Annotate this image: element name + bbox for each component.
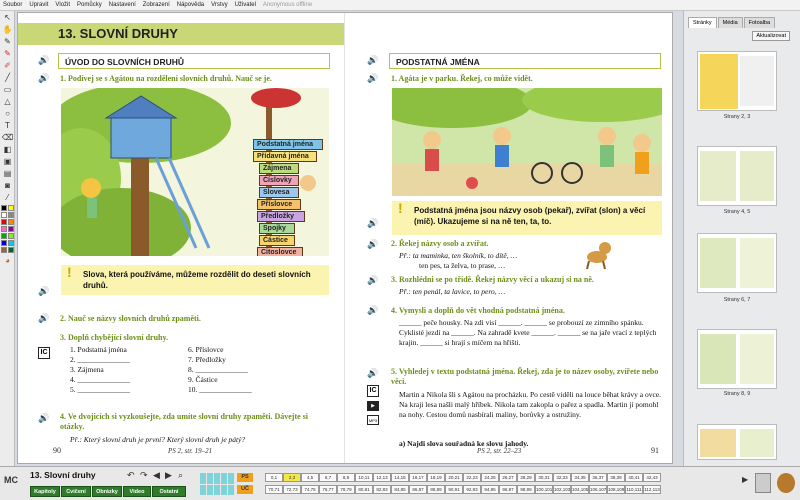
- forward-icon[interactable]: ▶: [165, 470, 172, 480]
- swatch-gray[interactable]: [8, 212, 14, 218]
- eraser-icon[interactable]: ⌫: [1, 133, 14, 142]
- swatch-cyan[interactable]: [8, 240, 14, 246]
- camera-icon[interactable]: ◙: [5, 181, 10, 190]
- swatch-pink[interactable]: [1, 226, 7, 232]
- swatch-lime[interactable]: [8, 233, 14, 239]
- slideshow-icon[interactable]: ▶: [367, 401, 379, 411]
- task-1: 1. Agáta je v parku. Řekej, co může vidět.: [391, 74, 533, 83]
- ic-icon[interactable]: IC: [367, 385, 379, 397]
- page-cell[interactable]: 86,87: [409, 485, 427, 494]
- uc-tag: UČ: [237, 485, 253, 494]
- page-cell[interactable]: 80,81: [355, 485, 373, 494]
- page-cell[interactable]: 94,95: [481, 485, 499, 494]
- pen-icon[interactable]: ✎: [4, 37, 11, 46]
- tab-pages[interactable]: Stránky: [688, 17, 717, 28]
- page-cell[interactable]: 104,105: [572, 487, 589, 492]
- page-cell[interactable]: 0,1: [265, 473, 283, 482]
- nav-images[interactable]: Obrázky: [92, 486, 122, 497]
- nav-video[interactable]: Video: [123, 486, 151, 497]
- speaker-icon[interactable]: 🔊: [38, 55, 50, 65]
- mc-logo: MC: [4, 475, 18, 485]
- ic-icon[interactable]: IC: [38, 347, 50, 359]
- page-cell[interactable]: 42,43: [643, 473, 661, 482]
- speaker-icon[interactable]: 🔊: [367, 55, 379, 65]
- task-2-example: Př.: ta maminka, ten školník, to dítě, …: [399, 251, 518, 260]
- page-cell[interactable]: 2,3: [283, 473, 301, 482]
- park-drawing: [392, 88, 662, 196]
- section-title: PODSTATNÁ JMÉNA: [389, 53, 661, 69]
- page-cell[interactable]: 22,23: [463, 473, 481, 482]
- page-cell[interactable]: 30,31: [535, 473, 553, 482]
- back-icon[interactable]: ◀: [153, 470, 160, 480]
- page-cell[interactable]: 28,29: [517, 473, 535, 482]
- page-cell[interactable]: 72,73: [283, 485, 301, 494]
- page-cell[interactable]: 98,99: [517, 485, 535, 494]
- list-item: 6. Příslovce: [188, 345, 224, 354]
- page-cell[interactable]: 14,15: [391, 473, 409, 482]
- thumbnail-label: Strany 8, 9: [723, 391, 751, 397]
- task-5a: a) Najdi slova souřadná ke slovu jahody.: [399, 439, 529, 448]
- menu-upravit[interactable]: Upravit: [29, 2, 49, 8]
- line-icon[interactable]: ╱: [5, 73, 10, 82]
- speaker-icon[interactable]: 🔊: [38, 73, 50, 83]
- menu-bar: [0, 0, 800, 11]
- zoom-icon[interactable]: ⌕: [178, 470, 184, 480]
- page-cell[interactable]: 26,27: [499, 473, 517, 482]
- image-icon[interactable]: ▤: [3, 169, 12, 178]
- page-cell[interactable]: 24,25: [481, 473, 499, 482]
- menu-zobrazeni[interactable]: Zobrazení: [142, 2, 170, 8]
- triangle-icon[interactable]: △: [4, 97, 11, 106]
- page-cell[interactable]: 32,33: [553, 473, 571, 482]
- thumbnail-1[interactable]: [697, 51, 777, 111]
- page-cell[interactable]: 112,113: [644, 487, 660, 492]
- sidebar-tabs: [688, 17, 800, 28]
- sign-6: Příslovce: [257, 199, 301, 210]
- rectangle-icon[interactable]: ▭: [3, 85, 12, 94]
- text-icon[interactable]: T: [5, 121, 10, 130]
- menu-vlozit[interactable]: Vložit: [55, 2, 71, 8]
- task-2-example-2: ten pes, ta želva, to prase, …: [419, 261, 506, 270]
- page-cell[interactable]: 108,109: [608, 487, 625, 492]
- refresh-button[interactable]: Aktualizovat: [752, 31, 790, 41]
- page-cell[interactable]: 70,71: [265, 485, 283, 494]
- task-1: 1. Podívej se s Agátou na rozdělení slovních druhů. Nauč se je.: [60, 74, 272, 83]
- thumbnail-sidebar: [683, 11, 800, 466]
- task-3: 3. Doplň chybějící slovní druhy.: [60, 333, 169, 342]
- nav-exercises[interactable]: Cvičení: [61, 486, 91, 497]
- thumbnail-3[interactable]: [697, 233, 777, 293]
- play-icon[interactable]: ▶: [742, 475, 749, 484]
- color-swatches: [1, 205, 13, 253]
- pointer-icon[interactable]: ↖: [4, 13, 11, 22]
- ps-tag: PS: [237, 473, 253, 482]
- info-note: [61, 265, 329, 295]
- menu-nastaveni[interactable]: Nastavení: [108, 2, 136, 8]
- list-item: 9. Částice: [188, 375, 218, 384]
- tab-media[interactable]: Média: [718, 17, 743, 28]
- sign-5: Slovesa: [259, 187, 299, 198]
- page-cell[interactable]: 18,19: [427, 473, 445, 482]
- sign-9: Částice: [259, 235, 295, 246]
- park-illustration: [392, 88, 662, 196]
- page-cell[interactable]: 36,37: [589, 473, 607, 482]
- list-item: 4. ______________: [70, 375, 130, 384]
- page-cell[interactable]: 40,41: [625, 473, 643, 482]
- task-3: 3. Rozhlédni se po třídě. Řekej názvy věcí a ukazuj si na ně.: [391, 275, 594, 284]
- section-title: ÚVOD DO SLOVNÍCH DRUHŮ: [58, 53, 330, 69]
- sign-2: Přídavná jména: [253, 151, 317, 162]
- swatch-brown[interactable]: [1, 247, 7, 253]
- treehouse-illustration: [61, 88, 329, 256]
- thumbnail-label: Strany 4, 5: [723, 209, 751, 215]
- menu-napoveda[interactable]: Nápověda: [176, 2, 205, 8]
- tool-icon[interactable]: [777, 473, 795, 493]
- page-cell[interactable]: 38,39: [607, 473, 625, 482]
- list-item: 5. ______________: [70, 385, 130, 394]
- speaker-icon[interactable]: 🔊: [38, 286, 50, 296]
- task-3-example: Př.: ten penál, ta lavice, to pero, …: [399, 287, 506, 296]
- page-cell[interactable]: 100,101: [536, 487, 553, 492]
- task-4-example: Př.: Který slovní druh je první? Který slovní druh je pátý?: [70, 435, 246, 444]
- page-cell[interactable]: 12,13: [373, 473, 391, 482]
- user-status: Anonymous offline: [262, 2, 313, 8]
- textbook-spread: [17, 12, 673, 464]
- speaker-icon[interactable]: 🔊: [367, 368, 379, 378]
- list-item: 3. Zájmena: [70, 365, 104, 374]
- mp3-icon[interactable]: MP3: [367, 415, 379, 425]
- task-4: 4. Vymysli a doplň do vět vhodná podstatná jména.: [391, 306, 565, 315]
- sign-8: Spojky: [259, 223, 295, 234]
- fill-icon[interactable]: ◧: [3, 145, 12, 154]
- page-cell[interactable]: 6,7: [319, 473, 337, 482]
- chapter-title: 13. SLOVNÍ DRUHY: [18, 23, 345, 45]
- swatch-red[interactable]: [1, 219, 7, 225]
- page-cell[interactable]: 92,93: [463, 485, 481, 494]
- task-5-text: Martin a Nikola šli s Agátou na procházku. Po cestě viděli na louce běhat krávy a ovce. Na kraji lesa našli malý hříbek. Nikola tam zakopla o pařez a spadla. Martin jí pomohl na nohy. Cestou domů nasbírali maliny, borůvky a ostružiny.: [399, 390, 662, 419]
- page-number: 91: [651, 446, 659, 455]
- sign-4: Číslovky: [259, 175, 299, 186]
- page-cell[interactable]: 88,89: [427, 485, 445, 494]
- palette-icon[interactable]: ◕: [5, 256, 10, 265]
- page-grid[interactable]: [200, 473, 230, 495]
- signpost: [253, 139, 323, 256]
- swatch-white[interactable]: [1, 212, 7, 218]
- task-5: 5. Vyhledej v textu podstatná jména. Řekej, zda je to název osoby, zvířete nebo věci.: [391, 367, 659, 386]
- ps-reference: PS 2, str. 22–23: [477, 447, 522, 455]
- swatch-yellow[interactable]: [8, 205, 14, 211]
- task-2: 2. Nauč se názvy slovních druhů zpaměti.: [60, 314, 201, 323]
- page-cell[interactable]: 90,91: [445, 485, 463, 494]
- frame-icon[interactable]: ▣: [3, 157, 12, 166]
- thumbnail-label: Strany 2, 3: [723, 114, 751, 120]
- page-cell[interactable]: 74,75: [301, 485, 319, 494]
- speaker-icon[interactable]: 🔊: [367, 73, 379, 83]
- page-cell[interactable]: 76,77: [319, 485, 337, 494]
- page-cell[interactable]: 82,83: [373, 485, 391, 494]
- page-cell[interactable]: 34,35: [571, 473, 589, 482]
- tool-palette: [0, 11, 15, 466]
- page-cell[interactable]: 110,111: [626, 487, 642, 492]
- dog-illustration: [579, 235, 615, 271]
- sign-7: Předložky: [257, 211, 305, 222]
- task-4-text: ______ peče housky. Na zdi visí ______. ______ se probouzí ze zimního spánku. Cyklisté jezdí na ______. Na zahradě kvete ______. ______ se na jaře vrací z teplých krajin. ______ si hrají s míčem na hřišti.: [399, 318, 657, 347]
- task-4: 4. Ve dvojicích si vyzkoušejte, zda umíte slovní druhy zpaměti. Dávejte si otázky.: [60, 412, 308, 431]
- menu-uzivatel[interactable]: Uživatel: [234, 2, 256, 8]
- page-cell[interactable]: 106,107: [590, 487, 607, 492]
- speaker-icon[interactable]: 🔊: [367, 239, 379, 249]
- list-item: 7. Předložky: [188, 355, 226, 364]
- swatch-green[interactable]: [1, 233, 7, 239]
- ps-page-row: [265, 473, 661, 482]
- page-cell[interactable]: 8,9: [337, 473, 355, 482]
- lesson-title: 13. Slovní druhy: [30, 470, 96, 480]
- note-text: Slova, která používáme, můžeme rozdělit do deseti slovních druhů.: [83, 270, 311, 290]
- list-item: 10. ______________: [188, 385, 252, 394]
- sign-10: Citoslovce: [257, 247, 303, 256]
- swatch-blue[interactable]: [1, 240, 7, 246]
- speaker-icon[interactable]: 🔊: [38, 413, 50, 423]
- swatch-darkgreen[interactable]: [8, 247, 14, 253]
- highlighter-icon[interactable]: ✎: [4, 49, 11, 58]
- page-cell[interactable]: 4,5: [301, 473, 319, 482]
- sign-3: Zájmena: [259, 163, 299, 174]
- list-right: [188, 345, 252, 395]
- speaker-icon[interactable]: 🔊: [367, 305, 379, 315]
- trash-icon[interactable]: [755, 473, 771, 493]
- page-cell[interactable]: 102,103: [554, 487, 571, 492]
- hand-icon[interactable]: ✋: [2, 25, 13, 34]
- page-number: 90: [53, 446, 61, 455]
- page-cell[interactable]: 84,85: [391, 485, 409, 494]
- sign-1: Podstatná jména: [253, 139, 323, 150]
- menu-vrstvy[interactable]: Vrstvy: [211, 2, 228, 8]
- page-cell[interactable]: 96,97: [499, 485, 517, 494]
- list-left: [70, 345, 130, 395]
- swatch-orange[interactable]: [8, 219, 14, 225]
- list-item: 1. Podstatná jména: [70, 345, 127, 354]
- page-cell[interactable]: 20,21: [445, 473, 463, 482]
- left-page: [18, 13, 345, 463]
- list-item: 8. ______________: [188, 365, 248, 374]
- thumbnail-5[interactable]: [697, 424, 777, 460]
- circle-icon[interactable]: ○: [5, 109, 10, 118]
- nav-other[interactable]: Ostatní: [152, 486, 186, 497]
- nav-chapters[interactable]: Kapitoly: [30, 486, 60, 497]
- thumbnail-2[interactable]: [697, 146, 777, 206]
- undo-icon[interactable]: ↶: [127, 470, 135, 480]
- eyedropper-icon[interactable]: ⁄: [6, 193, 9, 202]
- bottom-bar: [0, 466, 800, 500]
- page-cell[interactable]: 10,11: [355, 473, 373, 482]
- menu-soubor[interactable]: Soubor: [3, 2, 23, 8]
- right-page: [347, 13, 673, 463]
- thumbnail-4[interactable]: [697, 329, 777, 389]
- speaker-icon[interactable]: 🔊: [367, 275, 379, 285]
- brush-icon[interactable]: ✐: [4, 61, 11, 70]
- list-item: 2. ______________: [70, 355, 130, 364]
- swatch-black[interactable]: [1, 205, 7, 211]
- redo-icon[interactable]: ↷: [140, 470, 148, 480]
- info-note: [392, 201, 662, 235]
- exclamation-icon: !: [67, 264, 72, 280]
- page-cell[interactable]: 78,79: [337, 485, 355, 494]
- thumbnail-label: Strany 6, 7: [723, 297, 751, 303]
- swatch-purple[interactable]: [8, 226, 14, 232]
- page-cell[interactable]: 16,17: [409, 473, 427, 482]
- uc-page-row: [265, 485, 661, 494]
- exclamation-icon: !: [398, 200, 403, 216]
- note-text: Podstatná jména jsou názvy osob (pekař), zvířat (slon) a věcí (míč). Ukazujeme si na ně ten, ta, to.: [414, 206, 646, 226]
- speaker-icon[interactable]: 🔊: [38, 313, 50, 323]
- menu-pomucky[interactable]: Pomůcky: [77, 2, 102, 8]
- tab-albums[interactable]: Fotoalba: [744, 17, 775, 28]
- ps-reference: PS 2, str. 19–21: [168, 447, 213, 455]
- speaker-icon[interactable]: 🔊: [367, 218, 379, 228]
- task-2: 2. Řekej názvy osob a zvířat.: [391, 239, 489, 248]
